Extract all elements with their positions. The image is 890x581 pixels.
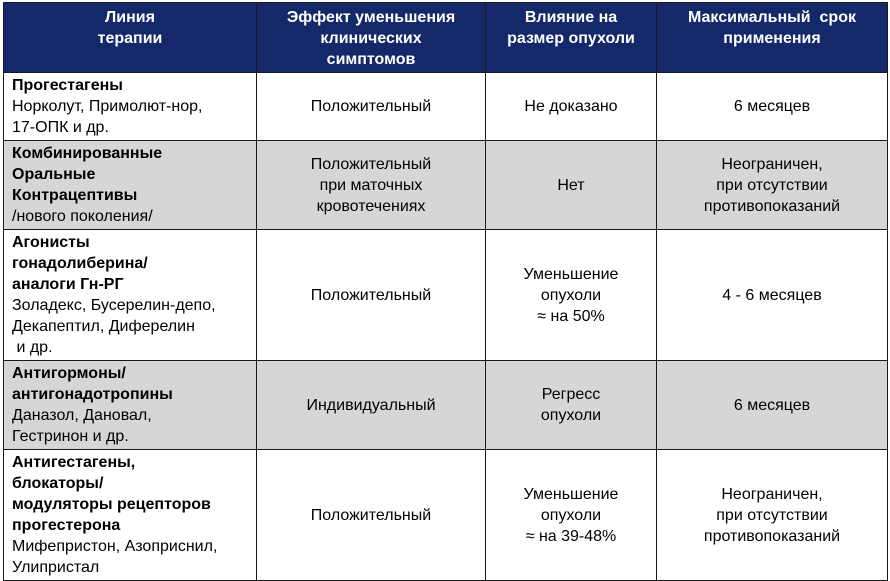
therapy-comparison-table — [3, 2, 888, 581]
max-duration-cell: 4 - 6 месяцев — [657, 230, 888, 361]
symptom-effect-cell: Индивидуальный — [257, 361, 486, 450]
tumor-effect-cell: Регресс опухоли — [486, 361, 657, 450]
symptom-effect-cell: Положительный — [257, 450, 486, 581]
symptom-effect-cell: Положительный — [257, 230, 486, 361]
max-duration-cell: 6 месяцев — [657, 73, 888, 141]
drug-class: Антигестагены, блокаторы/ модуляторы рецепторов прогестерона — [12, 454, 211, 534]
therapy-cell — [4, 361, 257, 450]
header-symptom-effect: Эффект уменьшения клинических симптомов — [257, 3, 486, 73]
therapy-cell — [4, 73, 257, 141]
max-duration-cell: Неограничен, при отсутствии противопоказаний — [657, 450, 888, 581]
therapy-cell — [4, 450, 257, 581]
drug-examples: Даназол, Дановал, Гестринон и др. — [12, 407, 152, 445]
max-duration-cell: Неограничен, при отсутствии противопоказаний — [657, 141, 888, 230]
drug-examples: Золадекс, Бусерелин-депо, Декапептил, Диферелин и др. — [12, 297, 216, 356]
header-max-duration: Максимальный срок применения — [657, 3, 888, 73]
tumor-effect-cell: Нет — [486, 141, 657, 230]
table-row — [4, 73, 888, 141]
tumor-effect-cell: Уменьшение опухоли ≈ на 50% — [486, 230, 657, 361]
drug-class: Агонисты гонадолиберина/ аналоги Гн-РГ — [12, 234, 148, 293]
therapy-cell — [4, 141, 257, 230]
table-row — [4, 141, 888, 230]
drug-examples: /нового поколения/ — [12, 208, 153, 225]
therapy-cell — [4, 230, 257, 361]
table-row — [4, 450, 888, 581]
drug-class: Антигормоны/ антигонадотропины — [12, 365, 173, 403]
drug-examples: Мифепристон, Азоприснил, Улипристал — [12, 538, 218, 576]
header-therapy-line: Линия терапии — [4, 3, 257, 73]
tumor-effect-cell: Не доказано — [486, 73, 657, 141]
drug-class: Прогестагены — [12, 77, 123, 94]
symptom-effect-cell: Положительный — [257, 73, 486, 141]
max-duration-cell: 6 месяцев — [657, 361, 888, 450]
tumor-effect-cell: Уменьшение опухоли ≈ на 39-48% — [486, 450, 657, 581]
table-row — [4, 230, 888, 361]
drug-class: Комбинированные Оральные Контрацептивы — [12, 145, 163, 204]
table-row — [4, 361, 888, 450]
symptom-effect-cell: Положительный при маточных кровотечениях — [257, 141, 486, 230]
drug-examples: Норколут, Примолют-нор, 17-ОПК и др. — [12, 98, 203, 136]
header-row — [4, 3, 888, 73]
header-tumor-effect: Влияние на размер опухоли — [486, 3, 657, 73]
